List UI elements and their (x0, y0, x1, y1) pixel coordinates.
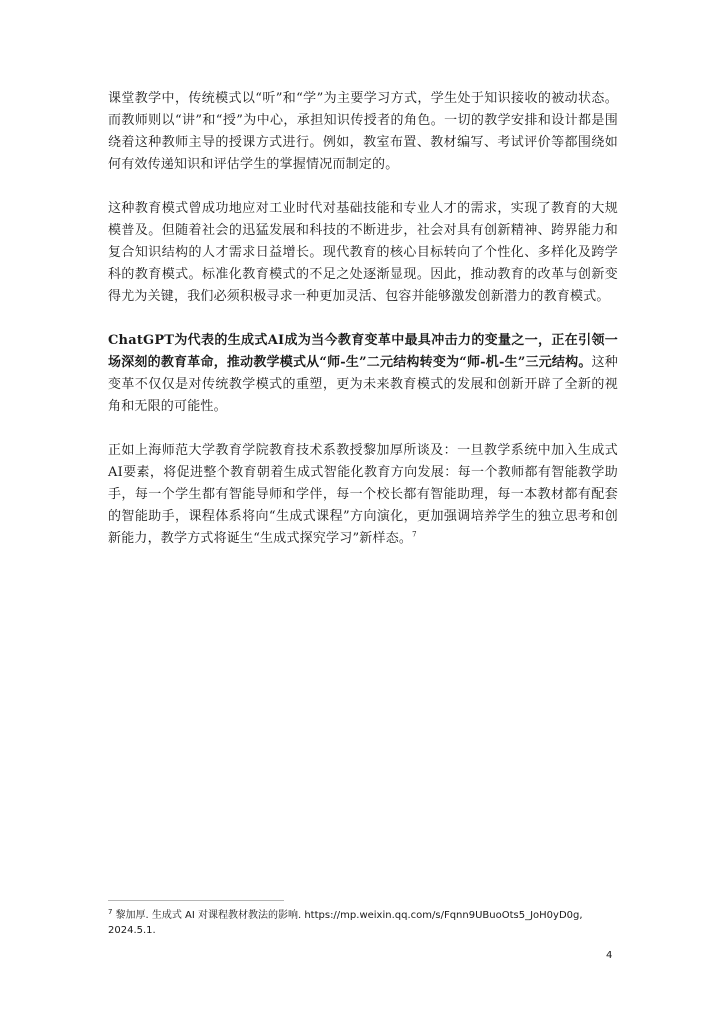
footnote-divider (108, 900, 284, 901)
footnote-reference[interactable]: 7 (412, 530, 417, 539)
paragraph-1: 课堂教学中，传统模式以“听”和“学”为主要学习方式，学生处于知识接收的被动状态。而教师则以“讲”和“授”为中心，承担知识传授者的角色。一切的教学安排和设计都是围绕着这种教师主导的授课方式进行。例如，教室布置、教材编写、考试评价等都围绕如何有效传递知识和评估学生的掌握情况而制定的。 (108, 91, 618, 172)
paragraph-3-rest: 这种变革不仅仅是对传统教学模式的重塑，更为未来教育模式的发展和创新开辟了全新的视角和无限的可能性。 (108, 355, 618, 414)
footnote-number: 7 (108, 907, 113, 916)
paragraph-3 (108, 330, 618, 418)
paragraph-4 (108, 440, 618, 550)
page-number: 4 (606, 950, 613, 961)
paragraph-3-bold: ChatGPT为代表的生成式AI成为当今教育变革中最具冲击力的变量之一，正在引领一场深刻的教育革命，推动教学模式从“师-生”二元结构转变为“师-机-生”三元结构。 (108, 333, 618, 370)
body-text (108, 88, 618, 572)
footnote-text: 黎加厚. 生成式 AI 对课程教材教法的影响. https://mp.weixin.qq.com/s/Fqnn9UBuoOts5_JoH0yD0g, 2024.5.1. (108, 910, 583, 936)
paragraph-4-text: 正如上海师范大学教育学院教育技术系教授黎加厚所谈及：一旦教学系统中加入生成式AI要素，将促进整个教育朝着生成式智能化教育方向发展：每一个教师都有智能教学助手，每一个学生都有智能导师和学伴，每一个校长都有智能助理，每一本教材都有配套的智能助手，课程体系将向“生成式课程”方向演化，更加强调培养学生的独立思考和创新能力，教学方式将诞生“生成式探究学习”新样态。 (108, 443, 618, 546)
paragraph-2: 这种教育模式曾成功地应对工业时代对基础技能和专业人才的需求，实现了教育的大规模普及。但随着社会的迅猛发展和科技的不断进步，社会对具有创新精神、跨界能力和复合知识结构的人才需求日益增长。现代教育的核心目标转向了个性化、多样化及跨学科的教育模式。标准化教育模式的不足之处逐渐显现。因此，推动教育的改革与创新变得尤为关键，我们必须积极寻求一种更加灵活、包容并能够激发创新潜力的教育模式。 (108, 201, 618, 304)
footnote (108, 908, 618, 938)
